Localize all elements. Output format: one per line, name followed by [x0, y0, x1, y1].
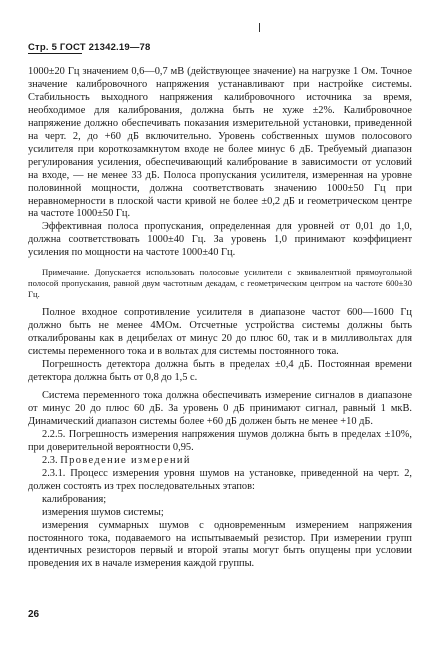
- paragraph: 2.2.5. Погрешность измерения напряжения шумов должна быть в пределах ±10%, при доверительной вероятности 0,95.: [28, 428, 412, 453]
- header-underline: [28, 53, 82, 54]
- scan-mark: [259, 23, 260, 32]
- paragraph: Погрешность детектора должна быть в пределах ±0,4 дБ. Постоянная времени детектора должна быть от 0,8 до 1,5 с.: [28, 359, 412, 384]
- list-item: измерения шумов системы;: [42, 506, 164, 518]
- page-header: Стр. 5 ГОСТ 21342.19—78: [28, 42, 151, 53]
- paragraph: Система переменного тока должна обеспечивать измерение сигналов в диапазоне от минус 20 до плюс 60 дБ. За уровень 0 дБ принимают сигнал, равный 1 мкВ. Динамический диапазон системы более +60 дБ должен быть не менее +10 дБ.: [28, 390, 412, 427]
- paragraph: измерения суммарных шумов с одновременным измерением напряжения постоянного тока, подаваемого на испытываемый резистор. При измерении групп идентичных резисторов первый и второй этапы могут быть опущены при условии проведения их в начале измерения каждой группы.: [28, 519, 412, 570]
- note: Примечание. Допускается использовать полосовые усилители с эквивалентной прямоугольной полосой пропускания, равной двум частотным декадам, с геометрическим центром на частоте 600±30 Гц.: [28, 267, 412, 300]
- page-number: 26: [28, 609, 40, 620]
- section-heading: [28, 455, 412, 468]
- list-item: калибрования;: [42, 493, 107, 505]
- page-body: [28, 66, 412, 571]
- paragraph: Эффективная полоса пропускания, определенная для уровней от 0,01 до 1,0, должна соответствовать 1000±40 Гц. За уровень 1,0 принимают коэффициент усиления по мощности на частоте 1000±40 Гц.: [28, 221, 412, 259]
- section-title: Проведение измерений: [60, 454, 191, 466]
- section-number: 2.3.: [42, 454, 58, 466]
- paragraph: 1000±20 Гц значением 0,6—0,7 мВ (действующее значение) на нагрузке 1 Ом. Точное значение калибровочного напряжения устанавливают при настройке системы. Стабильность выходного напряжения калибровочного источника за время, необходимое для калибрования, должна быть не хуже ±2%. Калибровочное напряжение должно обеспечивать показания измерительной установки, приведенной на черт. 2, до +60 дБ включительно. Уровень собственных шумов полосового усилителя при короткозамкнутом входе не более минус 6 дБ. Требуемый диапазон регулирования усиления, обеспечивающий калибрование в зависимости от условий на входе, — не менее 33 дБ. Полоса пропускания усилителя, измеренная на уровне половинной мощности, должна соответствовать значению 1000±50 Гц при неравномерности в плоской части кривой не более ±0,2 дБ и геометрическом центре на частоте 1000±50 Гц.: [28, 66, 412, 220]
- paragraph: Полное входное сопротивление усилителя в диапазоне частот 600—1600 Гц должно быть не менее 4МОм. Отсчетные устройства системы должны быть откалиброваны как в децибелах от минус 20 до плюс 60, так и в милливольтах для системы переменного тока и в вольтах для системы постоянного тока.: [28, 307, 412, 358]
- paragraph: 2.3.1. Процесс измерения уровня шумов на установке, приведенной на черт. 2, должен состоять из трех последовательных этапов:: [28, 467, 412, 492]
